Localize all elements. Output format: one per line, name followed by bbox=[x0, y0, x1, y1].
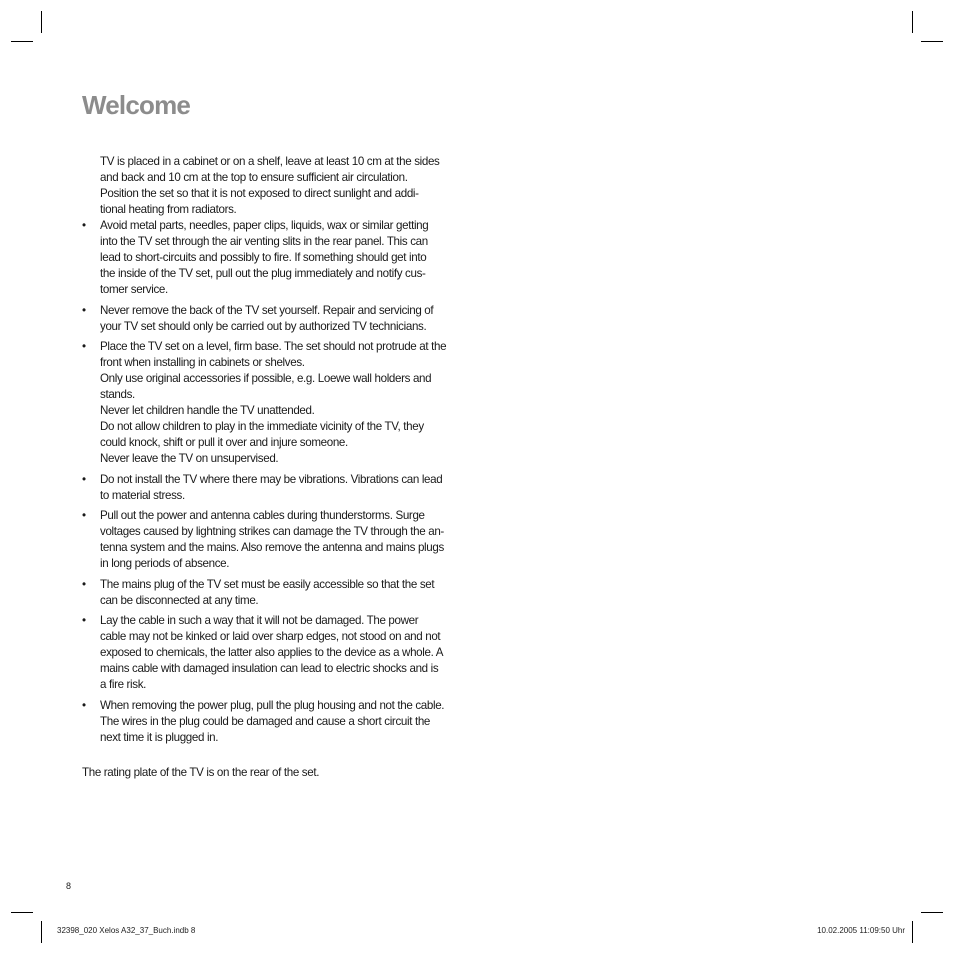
crop-mark bbox=[912, 11, 913, 33]
list-item-line: a fire risk. bbox=[100, 678, 147, 691]
intro-line: Position the set so that it is not exposed to direct sunlight and addi- bbox=[100, 187, 419, 200]
crop-mark bbox=[921, 912, 943, 913]
crop-mark bbox=[41, 11, 42, 33]
list-item-line: tomer service. bbox=[100, 283, 168, 296]
list-item-line: Only use original accessories if possible, e.g. Loewe wall holders and bbox=[100, 372, 432, 385]
list-item bbox=[82, 508, 466, 572]
list-item-line: Never remove the back of the TV set yourself. Repair and servicing of bbox=[100, 303, 434, 317]
list-item-line: cable may not be kinked or laid over sharp edges, not stood on and not bbox=[100, 630, 441, 643]
rating-note: The rating plate of the TV is on the rear of the set. bbox=[82, 766, 320, 779]
list-item-line: could knock, shift or pull it over and injure someone. bbox=[100, 436, 348, 449]
page-number: 8 bbox=[66, 881, 72, 891]
bullet-icon: • bbox=[82, 340, 86, 353]
list-item bbox=[82, 698, 466, 746]
list-item-line: The mains plug of the TV set must be easily accessible so that the set bbox=[100, 577, 435, 591]
intro-line: TV is placed in a cabinet or on a shelf, leave at least 10 cm at the sides bbox=[100, 155, 440, 168]
list-item bbox=[82, 577, 466, 609]
crop-mark bbox=[912, 921, 913, 943]
intro-paragraph bbox=[100, 154, 466, 218]
list-item-line: can be disconnected at any time. bbox=[100, 593, 259, 607]
crop-mark bbox=[921, 41, 943, 42]
slug-timestamp: 10.02.2005 11:09:50 Uhr bbox=[817, 926, 905, 935]
list-item bbox=[82, 303, 466, 335]
list-item-line: to material stress. bbox=[100, 488, 185, 502]
list-item-line: front when installing in cabinets or shelves. bbox=[100, 356, 305, 369]
list-item-line: into the TV set through the air venting slits in the rear panel. This can bbox=[100, 235, 428, 248]
intro-line: tional heating from radiators. bbox=[100, 203, 237, 216]
bullet-icon: • bbox=[82, 614, 86, 627]
crop-mark bbox=[11, 41, 33, 42]
list-item-line: in long periods of absence. bbox=[100, 557, 230, 570]
list-item-line: Never let children handle the TV unattended. bbox=[100, 404, 315, 417]
list-item-line: Never leave the TV on unsupervised. bbox=[100, 452, 279, 465]
list-item-line: Place the TV set on a level, firm base. The set should not protrude at the bbox=[100, 340, 447, 353]
page-title: Welcome bbox=[82, 90, 191, 120]
bullet-icon: • bbox=[82, 303, 86, 317]
safety-list bbox=[82, 218, 466, 746]
list-item-line: tenna system and the mains. Also remove the antenna and mains plugs bbox=[100, 541, 444, 554]
list-item-line: When removing the power plug, pull the plug housing and not the cable. bbox=[100, 698, 445, 712]
list-item-line: Avoid metal parts, needles, paper clips, liquids, wax or similar getting bbox=[100, 219, 429, 232]
list-item bbox=[82, 472, 466, 504]
bullet-icon: • bbox=[82, 219, 86, 232]
list-item-line: exposed to chemicals, the latter also applies to the device as a whole. A bbox=[100, 646, 444, 659]
list-item-line: Do not install the TV where there may be vibrations. Vibrations can lead bbox=[100, 472, 443, 486]
bullet-icon: • bbox=[82, 472, 86, 486]
body-text bbox=[82, 154, 466, 750]
crop-mark bbox=[41, 921, 42, 943]
list-item bbox=[82, 339, 466, 467]
bullet-icon: • bbox=[82, 698, 86, 712]
list-item-line: lead to short-circuits and possibly to fire. If something should get into bbox=[100, 251, 427, 264]
list-item bbox=[82, 613, 466, 693]
list-item-line: your TV set should only be carried out by authorized TV technicians. bbox=[100, 319, 427, 333]
crop-mark bbox=[11, 912, 33, 913]
list-item-line: mains cable with damaged insulation can lead to electric shocks and is bbox=[100, 662, 439, 675]
list-item-line: stands. bbox=[100, 388, 135, 401]
list-item bbox=[82, 218, 466, 298]
list-item-line: Pull out the power and antenna cables during thunderstorms. Surge bbox=[100, 509, 425, 522]
bullet-icon: • bbox=[82, 577, 86, 591]
bullet-icon: • bbox=[82, 509, 86, 522]
list-item-line: The wires in the plug could be damaged and cause a short circuit the bbox=[100, 714, 431, 728]
list-item-line: next time it is plugged in. bbox=[100, 730, 219, 744]
list-item-line: Lay the cable in such a way that it will not be damaged. The power bbox=[100, 614, 419, 627]
list-item-line: voltages caused by lightning strikes can damage the TV through the an- bbox=[100, 525, 444, 538]
list-item-line: the inside of the TV set, pull out the plug immediately and notify cus- bbox=[100, 267, 426, 280]
slug-filename: 32398_020 Xelos A32_37_Buch.indb 8 bbox=[57, 926, 196, 935]
list-item-line: Do not allow children to play in the immediate vicinity of the TV, they bbox=[100, 420, 424, 433]
intro-line: and back and 10 cm at the top to ensure sufficient air circulation. bbox=[100, 171, 408, 184]
